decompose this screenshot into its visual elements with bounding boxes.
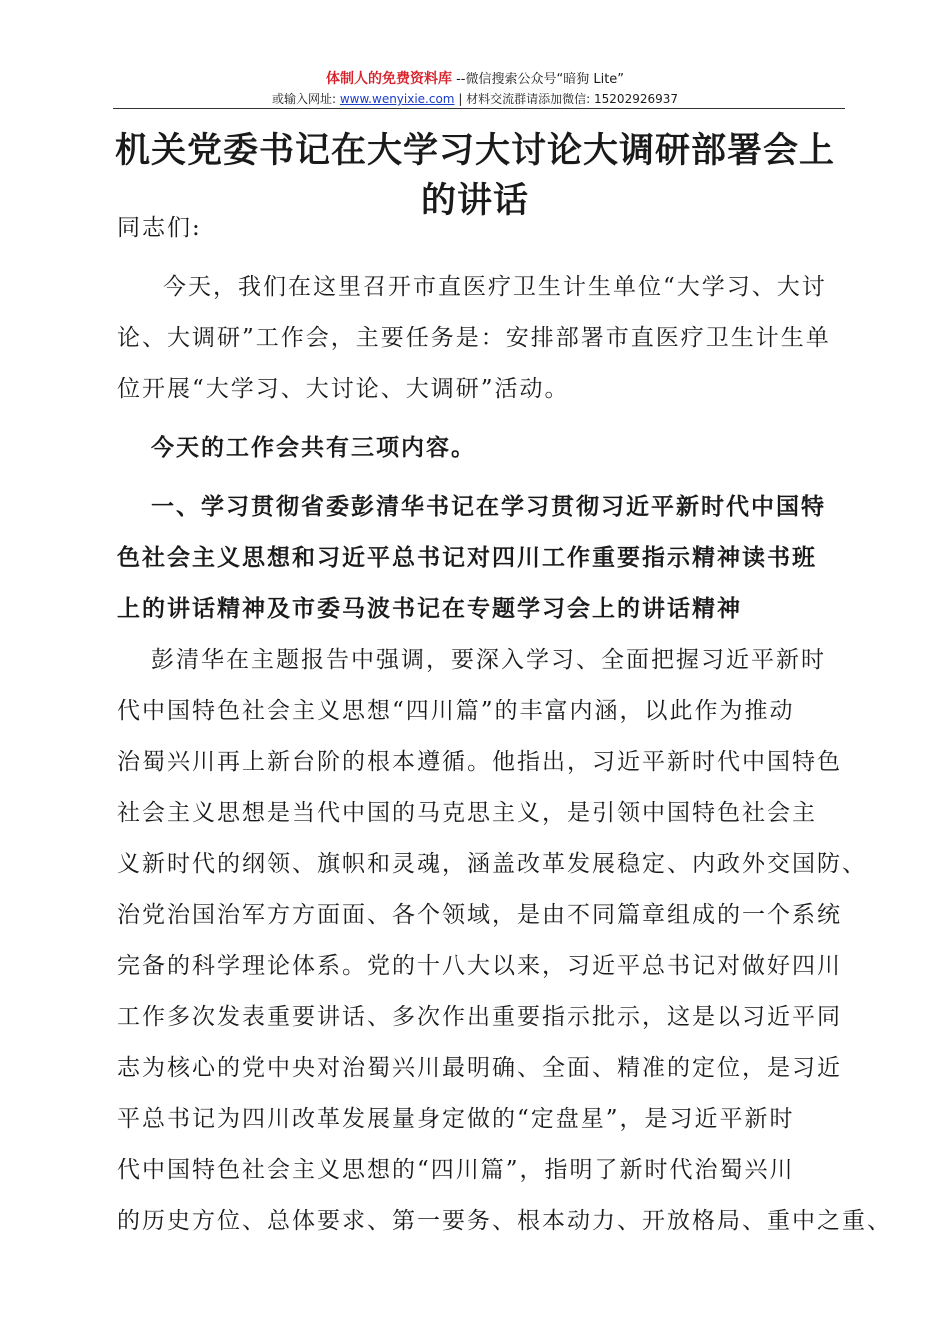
intro-line: 位开展“大学习、大讨论、大调研”活动。 — [117, 376, 570, 402]
contact-info: | 材料交流群请添加微信: 15202926937 — [454, 92, 679, 106]
section-heading-line: 上的讲话精神及市委马波书记在专题学习会上的讲话精神 — [117, 596, 742, 622]
brand-name: 体制人的免费资料库 — [325, 71, 452, 87]
intro-line: 今天，我们在这里召开市直医疗卫生计生单位“大学习、大讨 — [163, 274, 827, 300]
intro-line: 论、大调研”工作会，主要任务是：安排部署市直医疗卫生计生单 — [117, 325, 831, 351]
site-header — [0, 70, 950, 108]
section-heading-line: 一、学习贯彻省委彭清华书记在学习贯彻习近平新时代中国特 — [151, 494, 826, 520]
body-line: 治蜀兴川再上新台阶的根本遵循。他指出，习近平新时代中国特色 — [117, 749, 842, 775]
title-line-2: 的讲话 — [420, 180, 529, 221]
body-line: 志为核心的党中央对治蜀兴川最明确、全面、精准的定位，是习近 — [117, 1055, 842, 1081]
body-line: 义新时代的纲领、旗帜和灵魂，涵盖改革发展稳定、内政外交国防、 — [117, 851, 867, 877]
body-line: 代中国特色社会主义思想“四川篇”的丰富内涵，以此作为推动 — [117, 698, 795, 724]
body-line: 完备的科学理论体系。党的十八大以来，习近平总书记对做好四川 — [117, 953, 842, 979]
body-line: 社会主义思想是当代中国的马克思主义，是引领中国特色社会主 — [117, 800, 817, 826]
body-line: 治党治国治军方方面面、各个领域，是由不同篇章组成的一个系统 — [117, 902, 842, 928]
section-heading-line: 色社会主义思想和习近平总书记对四川工作重要指示精神读书班 — [117, 545, 817, 571]
document-body — [117, 203, 892, 1247]
greeting: 同志们: — [117, 215, 202, 241]
body-line: 彭清华在主题报告中强调，要深入学习、全面把握习近平新时 — [151, 647, 826, 673]
header-divider — [113, 108, 845, 109]
url-label: 或输入网址: — [271, 92, 340, 106]
title-line-1: 机关党委书记在大学习大讨论大调研部署会上 — [114, 130, 835, 171]
body-line: 平总书记为四川改革发展量身定做的“定盘星”，是习近平新时 — [117, 1106, 795, 1132]
summary-line: 今天的工作会共有三项内容。 — [151, 435, 476, 461]
website-link[interactable]: www.wenyixie.com — [339, 92, 455, 106]
header-contact-line — [0, 91, 950, 108]
body-line: 代中国特色社会主义思想的“四川篇”，指明了新时代治蜀兴川 — [117, 1157, 795, 1183]
header-tagline: --微信搜索公众号“暗狗 Lite” — [451, 72, 625, 87]
body-line: 工作多次发表重要讲话、多次作出重要指示批示，这是以习近平同 — [117, 1004, 842, 1030]
header-banner — [0, 70, 950, 89]
body-line: 的历史方位、总体要求、第一要务、根本动力、开放格局、重中之重、 — [117, 1208, 892, 1234]
